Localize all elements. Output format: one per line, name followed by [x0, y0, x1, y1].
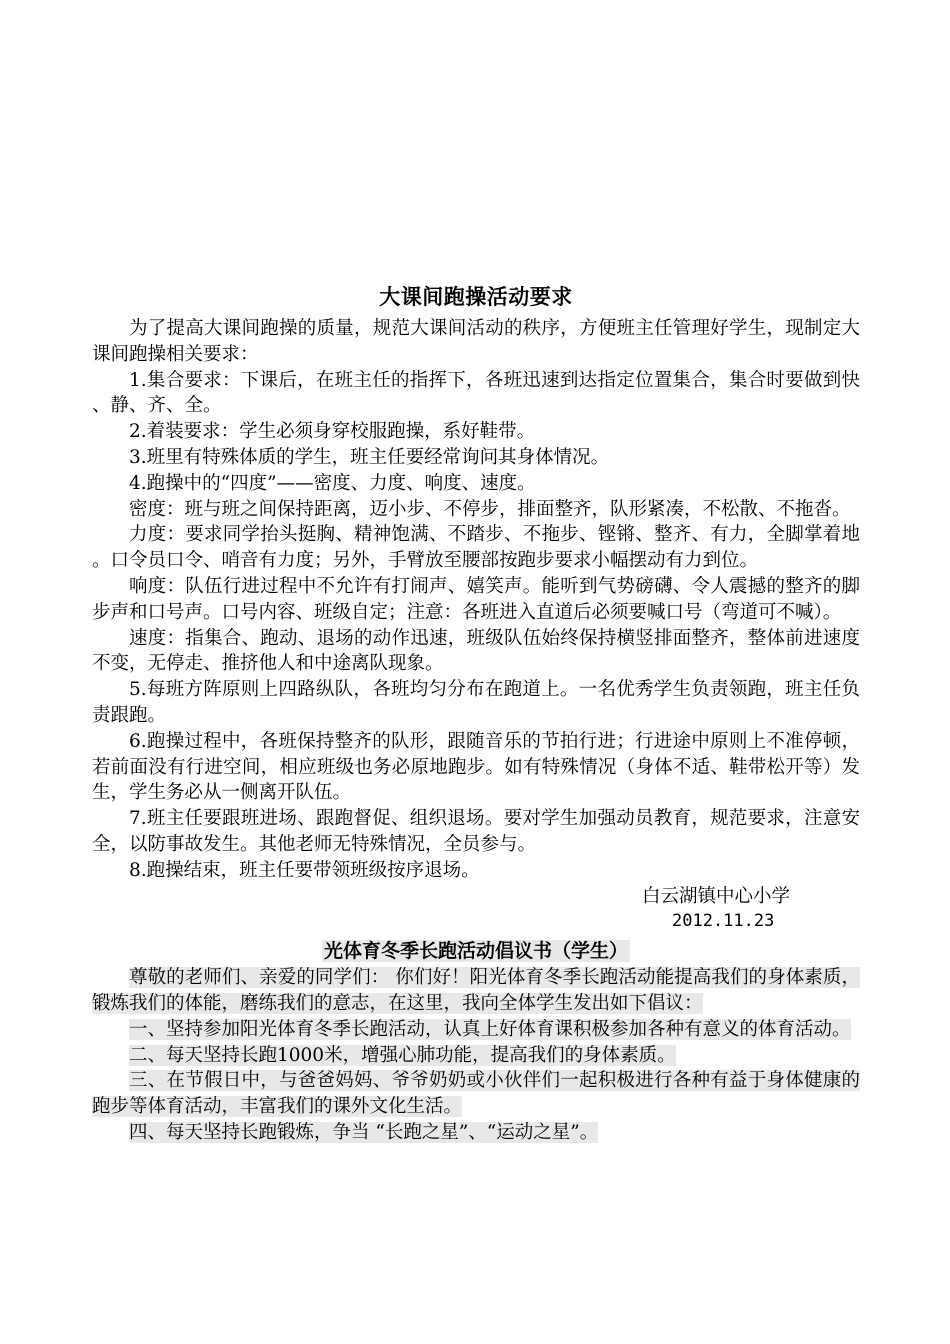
proposal-item-1 [92, 1017, 860, 1043]
paragraph-item-5: 5.每班方阵原则上四路纵队，各班均匀分布在跑道上。一名优秀学生负责领跑，班主任负责跟跑。 [92, 679, 860, 726]
proposal-item-2 [92, 1043, 860, 1069]
proposal-item-4-text: 四、每天坚持长跑锻炼，争当 “长跑之星”、“运动之星”。 [129, 1121, 599, 1143]
paragraph-item-6: 6.跑操过程中，各班保持整齐的队形，跟随音乐的节拍行进；行进途中原则上不准停顿，若前面没有行进空间，相应班级也务必原地跑步。如有特殊情况（身体不适、鞋带松开等）发生，学生务必从一侧离开队伍。 [92, 730, 860, 804]
proposal-intro-text: 尊敬的老师们、亲爱的同学们： 你们好！阳光体育冬季长跑活动能提高我们的身体素质，锻炼我们的体能，磨练我们的意志，在这里，我向全体学生发出如下倡议： [92, 967, 860, 1014]
proposal-title [92, 937, 860, 965]
paragraph-item-8: 8.跑操结束，班主任要带领班级按序退场。 [129, 859, 480, 881]
proposal-item-4 [92, 1120, 860, 1146]
proposal-intro [92, 965, 860, 1017]
proposal-item-2-text: 二、每天坚持长跑1000米，增强心肺功能，提高我们的身体素质。 [129, 1044, 676, 1066]
paragraph-density: 密度：班与班之间保持距离，迈小步、不停步，排面整齐，队形紧凑，不松散、不拖沓。 [129, 498, 851, 520]
paragraph-item-3: 3.班里有特殊体质的学生，班主任要经常询问其身体情况。 [129, 446, 610, 468]
proposal-item-3-text: 三、在节假日中，与爸爸妈妈、爷爷奶奶或小伙伴们一起积极进行各种有益于身体健康的跑步等体育活动，丰富我们的课外文化生活。 [92, 1070, 860, 1118]
paragraph-intro: 为了提高大课间跑操的质量，规范大课间活动的秩序，方便班主任管理好学生，现制定大课间跑操相关要求： [92, 318, 860, 365]
proposal-item-1-text: 一、坚持参加阳光体育冬季长跑活动，认真上好体育课积极参加各种有意义的体育活动。 [129, 1018, 851, 1040]
paragraph-loudness: 响度：队伍行进过程中不允许有打闹声、嬉笑声。能听到气势磅礴、令人震撼的整齐的脚步声和口号声。口号内容、班级自定；注意：各班进入直道后必须要喊口号（弯道可不喊）。 [92, 575, 860, 623]
paragraph-item-1: 1.集合要求：下课后，在班主任的指挥下，各班迅速到达指定位置集合，集合时要做到快、静、齐、全。 [92, 369, 860, 417]
paragraph-speed: 速度：指集合、跑动、退场的动作迅速，班级队伍始终保持横竖排面整齐，整体前进速度不变，无停走、推挤他人和中途离队现象。 [92, 627, 860, 675]
signature-organization: 白云湖镇中心小学 [642, 885, 791, 907]
paragraph-item-4: 4.跑操中的“四度”——密度、力度、响度、速度。 [129, 472, 536, 494]
document-title: 大课间跑操活动要求 [379, 284, 573, 309]
signature-date: 2012.11.23 [672, 911, 775, 932]
document-content [92, 280, 860, 1146]
paragraph-item-7: 7.班主任要跟班进场、跟跑督促、组织退场。要对学生加强动员教育，规范要求，注意安全，以防事故发生。其他老师无特殊情况，全员参与。 [92, 808, 860, 855]
proposal-item-3 [92, 1068, 860, 1120]
proposal-title-text: 光体育冬季长跑活动倡议书（学生） [323, 940, 628, 963]
paragraph-strength: 力度：要求同学抬头挺胸、精神饱满、不踏步、不拖步、铿锵、整齐、有力，全脚掌着地。口令员口令、哨音有力度；另外，手臂放至腰部按跑步要求小幅摆动有力到位。 [92, 524, 860, 572]
paragraph-item-2: 2.着装要求：学生必须身穿校服跑操，系好鞋带。 [129, 421, 536, 443]
